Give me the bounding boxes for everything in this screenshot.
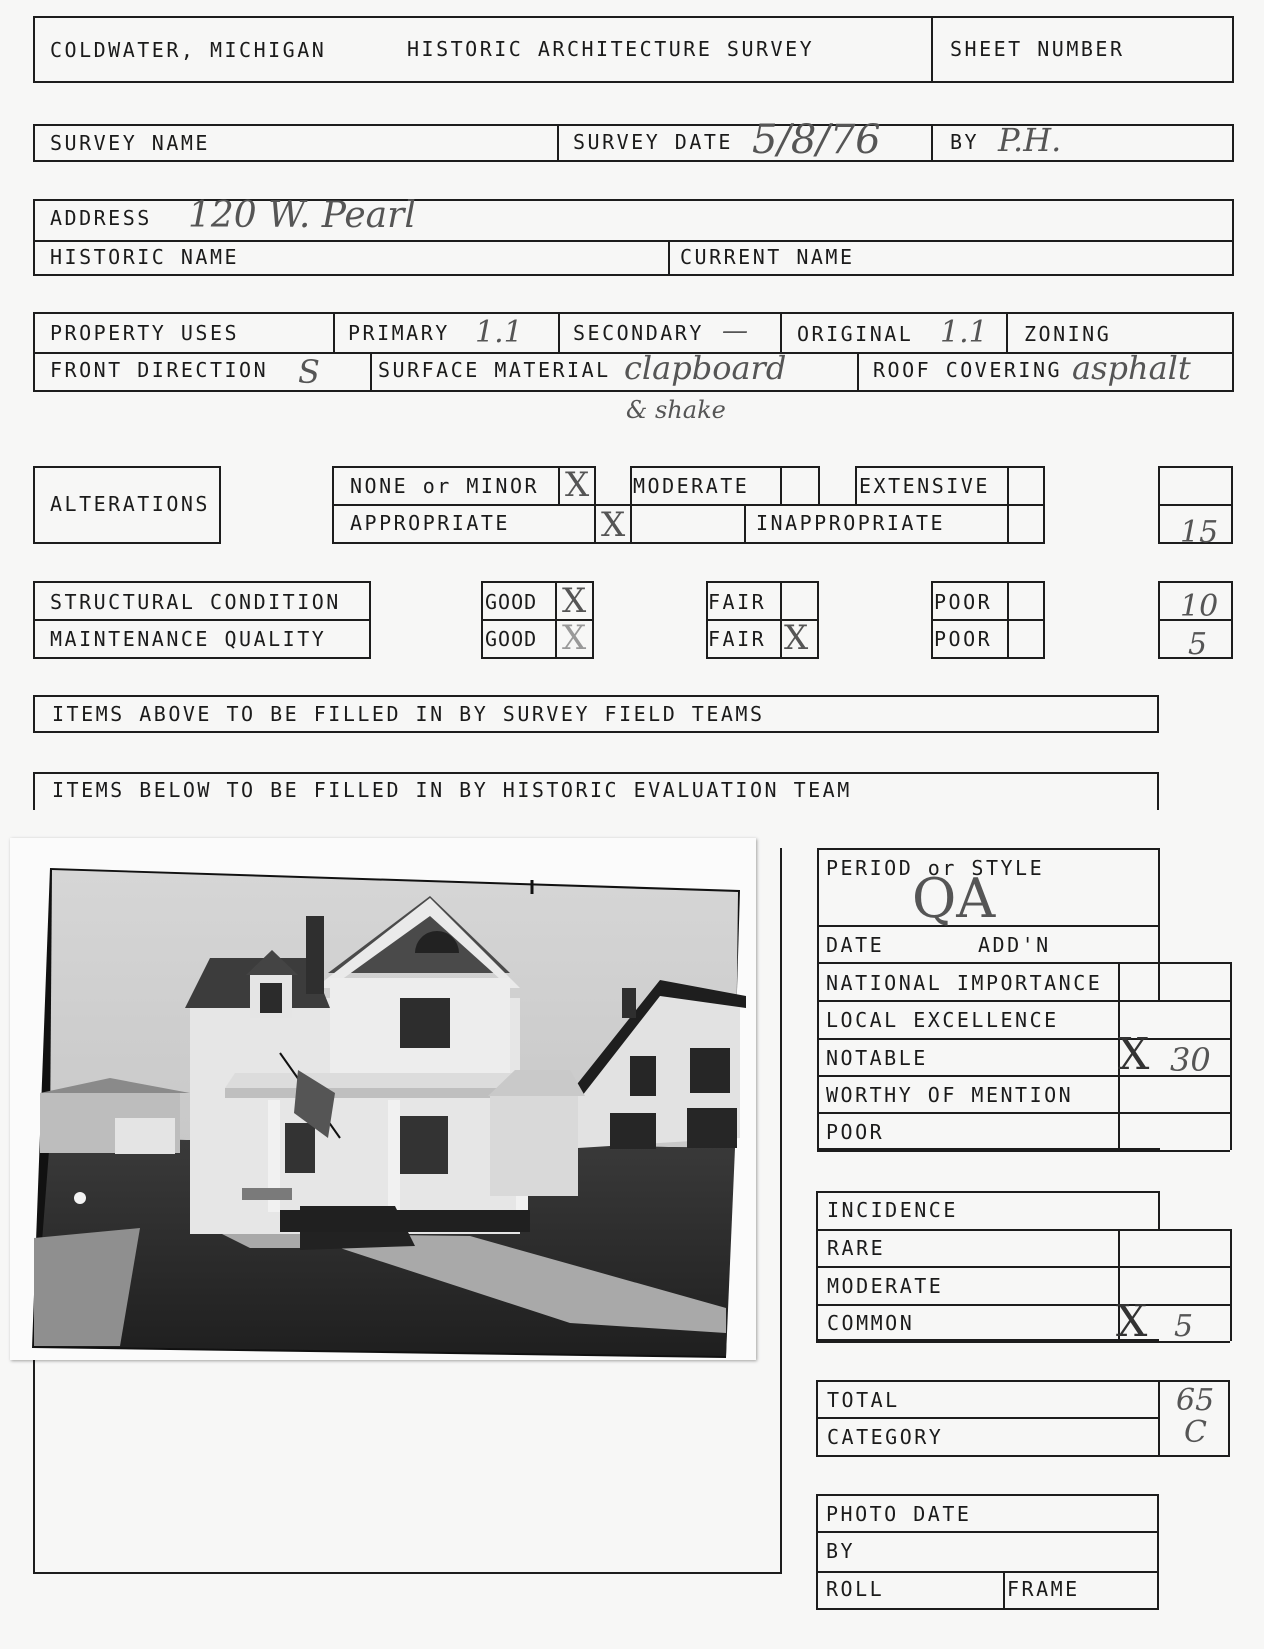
alt-inappropriate-label: INAPPROPRIATE xyxy=(756,511,946,535)
original-value[interactable]: 1.1 xyxy=(940,315,988,350)
primary-value[interactable]: 1.1 xyxy=(475,315,523,350)
notable-label: NOTABLE xyxy=(826,1046,928,1070)
roof-covering-label: ROOF COVERING xyxy=(873,358,1063,382)
structural-score[interactable]: 10 xyxy=(1180,589,1219,624)
structural-poor-label: POOR xyxy=(934,590,993,614)
surface-material-value[interactable]: clapboard xyxy=(624,349,787,387)
moderate-incidence-label: MODERATE xyxy=(827,1274,944,1298)
period-style-value[interactable]: QA xyxy=(912,867,996,930)
national-importance-label: NATIONAL IMPORTANCE xyxy=(826,971,1103,995)
worthy-of-mention-label: WORTHY OF MENTION xyxy=(826,1083,1074,1107)
maintenance-fair-label: FAIR xyxy=(708,627,767,651)
alterations-score[interactable]: 15 xyxy=(1180,515,1219,550)
surface-material-label: SURFACE MATERIAL xyxy=(378,358,611,382)
form-title: HISTORIC ARCHITECTURE SURVEY xyxy=(407,37,815,61)
secondary-label: SECONDARY xyxy=(573,321,704,345)
primary-label: PRIMARY xyxy=(348,321,450,345)
historic-name-label: HISTORIC NAME xyxy=(50,245,240,269)
current-name-label: CURRENT NAME xyxy=(680,245,855,269)
survey-date-label: SURVEY DATE xyxy=(573,130,733,154)
category-label: CATEGORY xyxy=(827,1425,944,1449)
note-below: ITEMS BELOW TO BE FILLED IN BY HISTORIC EVALUATION TEAM xyxy=(52,778,852,802)
maintenance-good-mark[interactable]: X xyxy=(562,618,587,658)
structural-good-mark[interactable]: X xyxy=(562,581,587,621)
period-style-label: PERIOD or STYLE xyxy=(826,856,1045,880)
front-direction-value[interactable]: S xyxy=(298,353,320,391)
category-value[interactable]: C xyxy=(1184,1415,1207,1450)
survey-name-label: SURVEY NAME xyxy=(50,131,210,155)
poor-rating-label: POOR xyxy=(826,1120,885,1144)
alt-none-minor-label: NONE or MINOR xyxy=(350,474,540,498)
addn-label: ADD'N xyxy=(978,933,1051,957)
maintenance-fair-mark[interactable]: X xyxy=(784,618,809,658)
house-photo xyxy=(10,838,756,1360)
alterations-label: ALTERATIONS xyxy=(50,492,210,516)
structural-condition-label: STRUCTURAL CONDITION xyxy=(50,590,341,614)
photo-date-label: PHOTO DATE xyxy=(826,1502,972,1526)
maintenance-score[interactable]: 5 xyxy=(1188,627,1208,662)
survey-by-label: BY xyxy=(950,130,980,154)
structural-good-label: GOOD xyxy=(485,590,538,614)
property-uses-label: PROPERTY USES xyxy=(50,321,240,345)
maintenance-quality-label: MAINTENANCE QUALITY xyxy=(50,627,327,651)
incidence-label: INCIDENCE xyxy=(827,1198,958,1222)
surface-material-extra[interactable]: & shake xyxy=(626,396,726,424)
local-excellence-label: LOCAL EXCELLENCE xyxy=(826,1008,1059,1032)
date-label: DATE xyxy=(826,933,885,957)
total-label: TOTAL xyxy=(827,1388,900,1412)
front-direction-label: FRONT DIRECTION xyxy=(50,358,269,382)
frame-label: FRAME xyxy=(1007,1577,1080,1601)
roof-covering-value[interactable]: asphalt xyxy=(1072,349,1191,387)
common-score[interactable]: 5 xyxy=(1174,1309,1194,1344)
photo-by-label: BY xyxy=(826,1539,856,1563)
survey-by-value[interactable]: P.H. xyxy=(998,121,1062,159)
notable-mark[interactable]: X xyxy=(1118,1029,1150,1080)
total-value[interactable]: 65 xyxy=(1176,1383,1215,1418)
note-above: ITEMS ABOVE TO BE FILLED IN BY SURVEY FIELD TEAMS xyxy=(52,702,765,726)
notable-score[interactable]: 30 xyxy=(1170,1041,1211,1079)
rare-label: RARE xyxy=(827,1236,886,1260)
house-photo-mount xyxy=(10,838,756,1360)
city-label: COLDWATER, MICHIGAN xyxy=(50,38,327,62)
alt-extensive-label: EXTENSIVE xyxy=(859,474,990,498)
common-label: COMMON xyxy=(827,1311,915,1335)
sheet-number-label: SHEET NUMBER xyxy=(950,37,1125,61)
maintenance-good-label: GOOD xyxy=(485,627,538,651)
structural-fair-label: FAIR xyxy=(708,590,767,614)
maintenance-poor-label: POOR xyxy=(934,627,993,651)
survey-date-value[interactable]: 5/8/76 xyxy=(752,117,881,163)
alt-appropriate-label: APPROPRIATE xyxy=(350,511,510,535)
alt-none-minor-mark[interactable]: X xyxy=(565,465,590,505)
common-mark[interactable]: X xyxy=(1116,1296,1148,1347)
alt-appropriate-mark[interactable]: X xyxy=(601,505,626,545)
roll-label: ROLL xyxy=(826,1577,885,1601)
address-value[interactable]: 120 W. Pearl xyxy=(188,195,416,236)
address-label: ADDRESS xyxy=(50,206,152,230)
original-label: ORIGINAL xyxy=(797,322,914,346)
alt-moderate-label: MODERATE xyxy=(633,474,750,498)
secondary-value[interactable]: — xyxy=(722,316,748,346)
zoning-label: ZONING xyxy=(1024,322,1112,346)
